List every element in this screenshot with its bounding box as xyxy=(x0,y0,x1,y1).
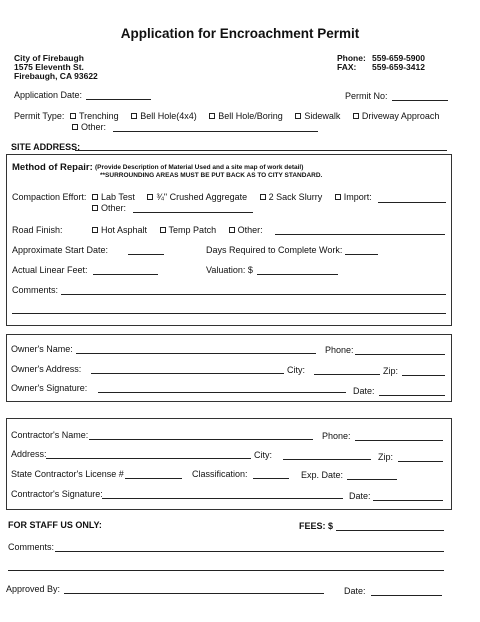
site-address-field[interactable] xyxy=(75,150,447,151)
road-option[interactable]: Temp Patch xyxy=(160,225,217,235)
days-field[interactable] xyxy=(345,254,378,255)
owner-city-field[interactable] xyxy=(314,374,380,375)
city-name: City of Firebaugh xyxy=(14,53,84,63)
contractor-zip-label: Zip: xyxy=(378,452,394,462)
contractor-name-label: Contractor's Name: xyxy=(11,430,89,440)
checkbox[interactable] xyxy=(92,194,98,200)
compaction-other-field[interactable] xyxy=(133,212,253,213)
contractor-signature-field[interactable] xyxy=(102,498,343,499)
permit-type-label: Permit Type: xyxy=(14,111,65,121)
days-label: Days Required to Complete Work: xyxy=(206,245,343,255)
staff-comments-field[interactable] xyxy=(55,551,444,552)
contractor-date-field[interactable] xyxy=(373,500,443,501)
owner-signature-field[interactable] xyxy=(98,392,346,393)
fax-label: FAX: xyxy=(337,62,357,72)
contractor-name-field[interactable] xyxy=(89,439,313,440)
contractor-address-label: Address: xyxy=(11,449,47,459)
checkbox[interactable] xyxy=(131,113,137,119)
owner-address-label: Owner's Address: xyxy=(11,364,82,374)
checkbox[interactable] xyxy=(147,194,153,200)
compaction-option[interactable]: 2 Sack Slurry xyxy=(260,192,323,202)
page-title: Application for Encroachment Permit xyxy=(120,26,360,41)
approved-date-field[interactable] xyxy=(371,595,442,596)
exp-date-label: Exp. Date: xyxy=(301,470,344,480)
classification-field[interactable] xyxy=(253,478,289,479)
valuation-field[interactable] xyxy=(257,274,338,275)
owner-date-label: Date: xyxy=(353,386,375,396)
application-date-field[interactable] xyxy=(86,99,151,100)
repair-note-2: **SURROUNDING AREAS MUST BE PUT BACK AS TO CITY STANDARD. xyxy=(100,172,323,179)
owner-phone-field[interactable] xyxy=(355,354,445,355)
permit-option[interactable]: Bell Hole/Boring xyxy=(209,111,283,121)
fees-field[interactable] xyxy=(336,530,444,531)
approved-by-label: Approved By: xyxy=(6,584,61,594)
city-street: 1575 Eleventh St. xyxy=(14,62,84,72)
approved-by-field[interactable] xyxy=(64,593,324,594)
contractor-address-field[interactable] xyxy=(46,458,251,459)
start-date-field[interactable] xyxy=(128,254,164,255)
checkbox[interactable] xyxy=(70,113,76,119)
owner-zip-field[interactable] xyxy=(402,375,445,376)
repair-section xyxy=(6,154,452,326)
checkbox[interactable] xyxy=(229,227,235,233)
permit-other-field[interactable] xyxy=(113,131,318,132)
compaction-option[interactable]: ¾" Crushed Aggregate xyxy=(147,192,247,202)
phone-label: Phone: xyxy=(337,53,366,63)
compaction-options xyxy=(92,192,372,202)
comments-field[interactable] xyxy=(61,294,446,295)
owner-city-label: City: xyxy=(287,365,305,375)
site-address-label: SITE ADDRESS: xyxy=(11,142,81,152)
contractor-signature-label: Contractor's Signature: xyxy=(11,489,103,499)
owner-signature-label: Owner's Signature: xyxy=(11,383,88,393)
permit-option[interactable]: Bell Hole(4x4) xyxy=(131,111,197,121)
fees-label: FEES: $ xyxy=(299,521,334,531)
road-option[interactable]: Hot Asphalt xyxy=(92,225,147,235)
repair-note: (Provide Description of Material Used and a site map of work detail) xyxy=(95,164,304,171)
compaction-label: Compaction Effort: xyxy=(12,192,87,202)
contractor-phone-label: Phone: xyxy=(322,431,351,441)
license-label: State Contractor's License # xyxy=(11,469,124,479)
repair-heading: Method of Repair: xyxy=(12,162,93,173)
exp-date-field[interactable] xyxy=(347,479,397,480)
start-date-label: Approximate Start Date: xyxy=(12,245,109,255)
permit-no-field[interactable] xyxy=(392,100,448,101)
compaction-option[interactable]: Lab Test xyxy=(92,192,135,202)
permit-option[interactable]: Trenching xyxy=(70,111,119,121)
owner-zip-label: Zip: xyxy=(383,366,399,376)
owner-name-label: Owner's Name: xyxy=(11,344,73,354)
owner-name-field[interactable] xyxy=(76,353,316,354)
checkbox[interactable] xyxy=(72,124,78,130)
phone-number: 559-659-5900 xyxy=(372,53,425,63)
contractor-date-label: Date: xyxy=(349,491,371,501)
permit-option[interactable]: Sidewalk xyxy=(295,111,340,121)
fax-number: 559-659-3412 xyxy=(372,62,425,72)
valuation-label: Valuation: $ xyxy=(206,265,253,275)
license-field[interactable] xyxy=(125,478,182,479)
road-option[interactable]: Other: xyxy=(229,225,263,235)
compaction-other[interactable]: Other: xyxy=(92,203,126,213)
comments-field-2[interactable] xyxy=(12,313,446,314)
owner-address-field[interactable] xyxy=(91,373,284,374)
checkbox[interactable] xyxy=(209,113,215,119)
city-citystate: Firebaugh, CA 93622 xyxy=(14,71,98,81)
comments-label: Comments: xyxy=(12,285,59,295)
checkbox[interactable] xyxy=(335,194,341,200)
checkbox[interactable] xyxy=(295,113,301,119)
staff-comments-label: Comments: xyxy=(8,542,55,552)
owner-phone-label: Phone: xyxy=(325,345,354,355)
classification-label: Classification: xyxy=(192,469,248,479)
contractor-city-field[interactable] xyxy=(283,459,371,460)
checkbox[interactable] xyxy=(260,194,266,200)
permit-no-label: Permit No: xyxy=(345,91,388,101)
checkbox[interactable] xyxy=(160,227,166,233)
permit-other[interactable]: Other: xyxy=(72,122,106,132)
permit-option[interactable]: Driveway Approach xyxy=(353,111,440,121)
import-field[interactable] xyxy=(378,202,446,203)
road-finish-options xyxy=(92,225,263,235)
permit-type-options xyxy=(70,111,439,121)
staff-comments-field-2[interactable] xyxy=(8,570,444,571)
linear-feet-field[interactable] xyxy=(93,274,158,275)
checkbox[interactable] xyxy=(92,227,98,233)
contractor-zip-field[interactable] xyxy=(398,461,443,462)
road-finish-label: Road Finish: xyxy=(12,225,63,235)
linear-feet-label: Actual Linear Feet: xyxy=(12,265,88,275)
contractor-city-label: City: xyxy=(254,450,272,460)
compaction-option[interactable]: Import: xyxy=(335,192,372,202)
checkbox[interactable] xyxy=(353,113,359,119)
owner-date-field[interactable] xyxy=(379,395,445,396)
checkbox[interactable] xyxy=(92,205,98,211)
contractor-phone-field[interactable] xyxy=(355,440,443,441)
staff-heading: FOR STAFF US ONLY: xyxy=(8,520,102,530)
application-date-label: Application Date: xyxy=(14,90,83,100)
approved-date-label: Date: xyxy=(344,586,366,596)
road-other-field[interactable] xyxy=(275,234,445,235)
